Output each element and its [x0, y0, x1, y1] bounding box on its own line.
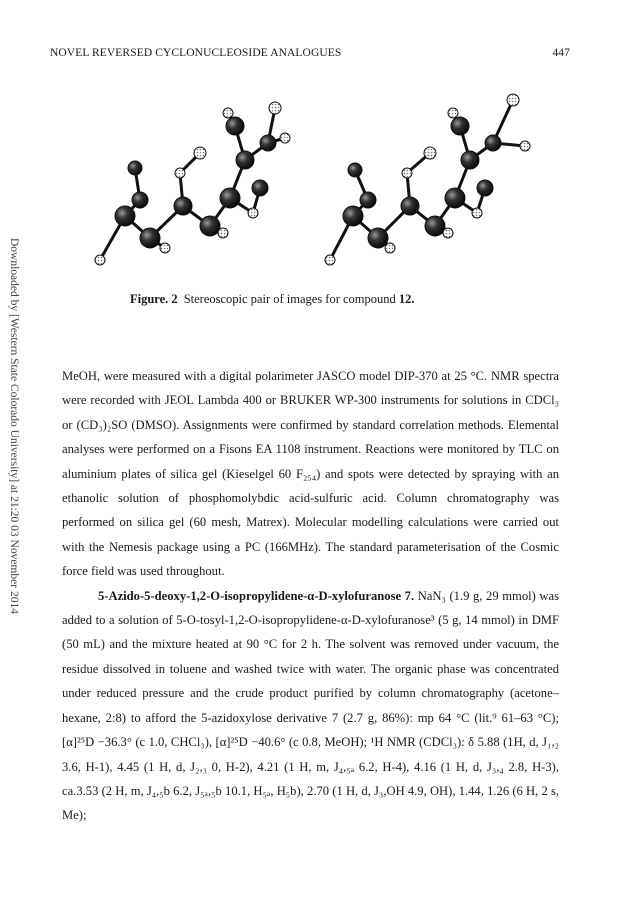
paragraph-compound-7: [62, 584, 559, 828]
download-watermark: [6, 238, 20, 688]
caption-text: Stereoscopic pair of images for compound: [183, 292, 399, 306]
figure-label: Figure. 2: [130, 292, 178, 306]
molecule-right: [325, 94, 530, 265]
paragraph-experimental: MeOH, were measured with a digital polarimeter JASCO model DIP-370 at 25 °C. NMR spectra were recorded with JEOL Lambda 400 or BRUKER WP-300 instruments for solutions in CDCl₃ or (CD₃)₂SO (DMSO). Assignments were confirmed by standard correlation methods. Elemental analyses were performed on a Fisons EA 1108 instrument. Reactions were monitored by TLC on aluminium plates of silica gel (Kieselgel 60 F₂₅₄) and spots were detected by spraying with an ethanolic solution of phosphomolybdic acid-sulfuric acid. Column chromatography was performed on silica gel (60 mesh, Matrex). Molecular modelling calculations were carried out with the Nemesis package using a PC (166MHz). The standard parameterisation of the Cosmic force field was used throughout.: [62, 369, 559, 579]
figure-caption: [130, 292, 421, 307]
compound-heading: 5-Azido-5-deoxy-1,2-O-isopropylidene-α-D-xylofuranose 7.: [98, 588, 415, 603]
download-note: Downloaded by [Western State Colorado University] at 21:20 03 November 2014: [8, 238, 20, 614]
caption-compound: 12.: [398, 292, 415, 306]
compound-procedure: NaN₃ (1.9 g, 29 mmol) was added to a solution of 5-O-tosyl-1,2-O-isopropylidene-α-D-xylofuranose³ (5 g, 14 mmol) in DMF (50 mL) and the mixture heated at 90 °C for 2 h. The solvent was removed under vacuum, the residue dissolved in toluene and washed twice with water. The organic phase was concentrated under reduced pressure and the crude product purified by column chromatography (acetone–hexane, 2:8) to afford the 5-azidoxylose derivative 7 (2.7 g, 86%): mp 64 °C (lit.⁹ 61–63 °C); [α]²⁵D −36.3° (c 1.0, CHCl₃), [α]²⁵D −40.6° (c 0.8, MeOH); ¹H NMR (CDCl₃): δ 5.88 (1H, d, J₁,₂ 3.6, H-1), 4.45 (1 H, d, J₂,₃ 0, H-2), 4.21 (1 H, m, J₄,₅ₐ 6.2, H-4), 4.16 (1 H, d, J₃,₄ 2.8, H-3), ca.3.53 (2 H, m, J₄,₅b 6.2, J₅ₐ,₅b 10.1, H₅ₐ, H₅b), 2.70 (1 H, d, J₃,OH 4.9, OH), 1.44, 1.26 (6 H, 2 s, Me);: [62, 588, 559, 823]
stereo-figure: [85, 88, 535, 278]
molecule-stereo-pair: [85, 88, 535, 278]
body-text: [62, 364, 559, 828]
running-title: NOVEL REVERSED CYCLONUCLEOSIDE ANALOGUES: [50, 47, 342, 59]
page-number: 447: [552, 47, 570, 59]
molecule-left: [95, 102, 290, 265]
running-header: [50, 47, 570, 61]
